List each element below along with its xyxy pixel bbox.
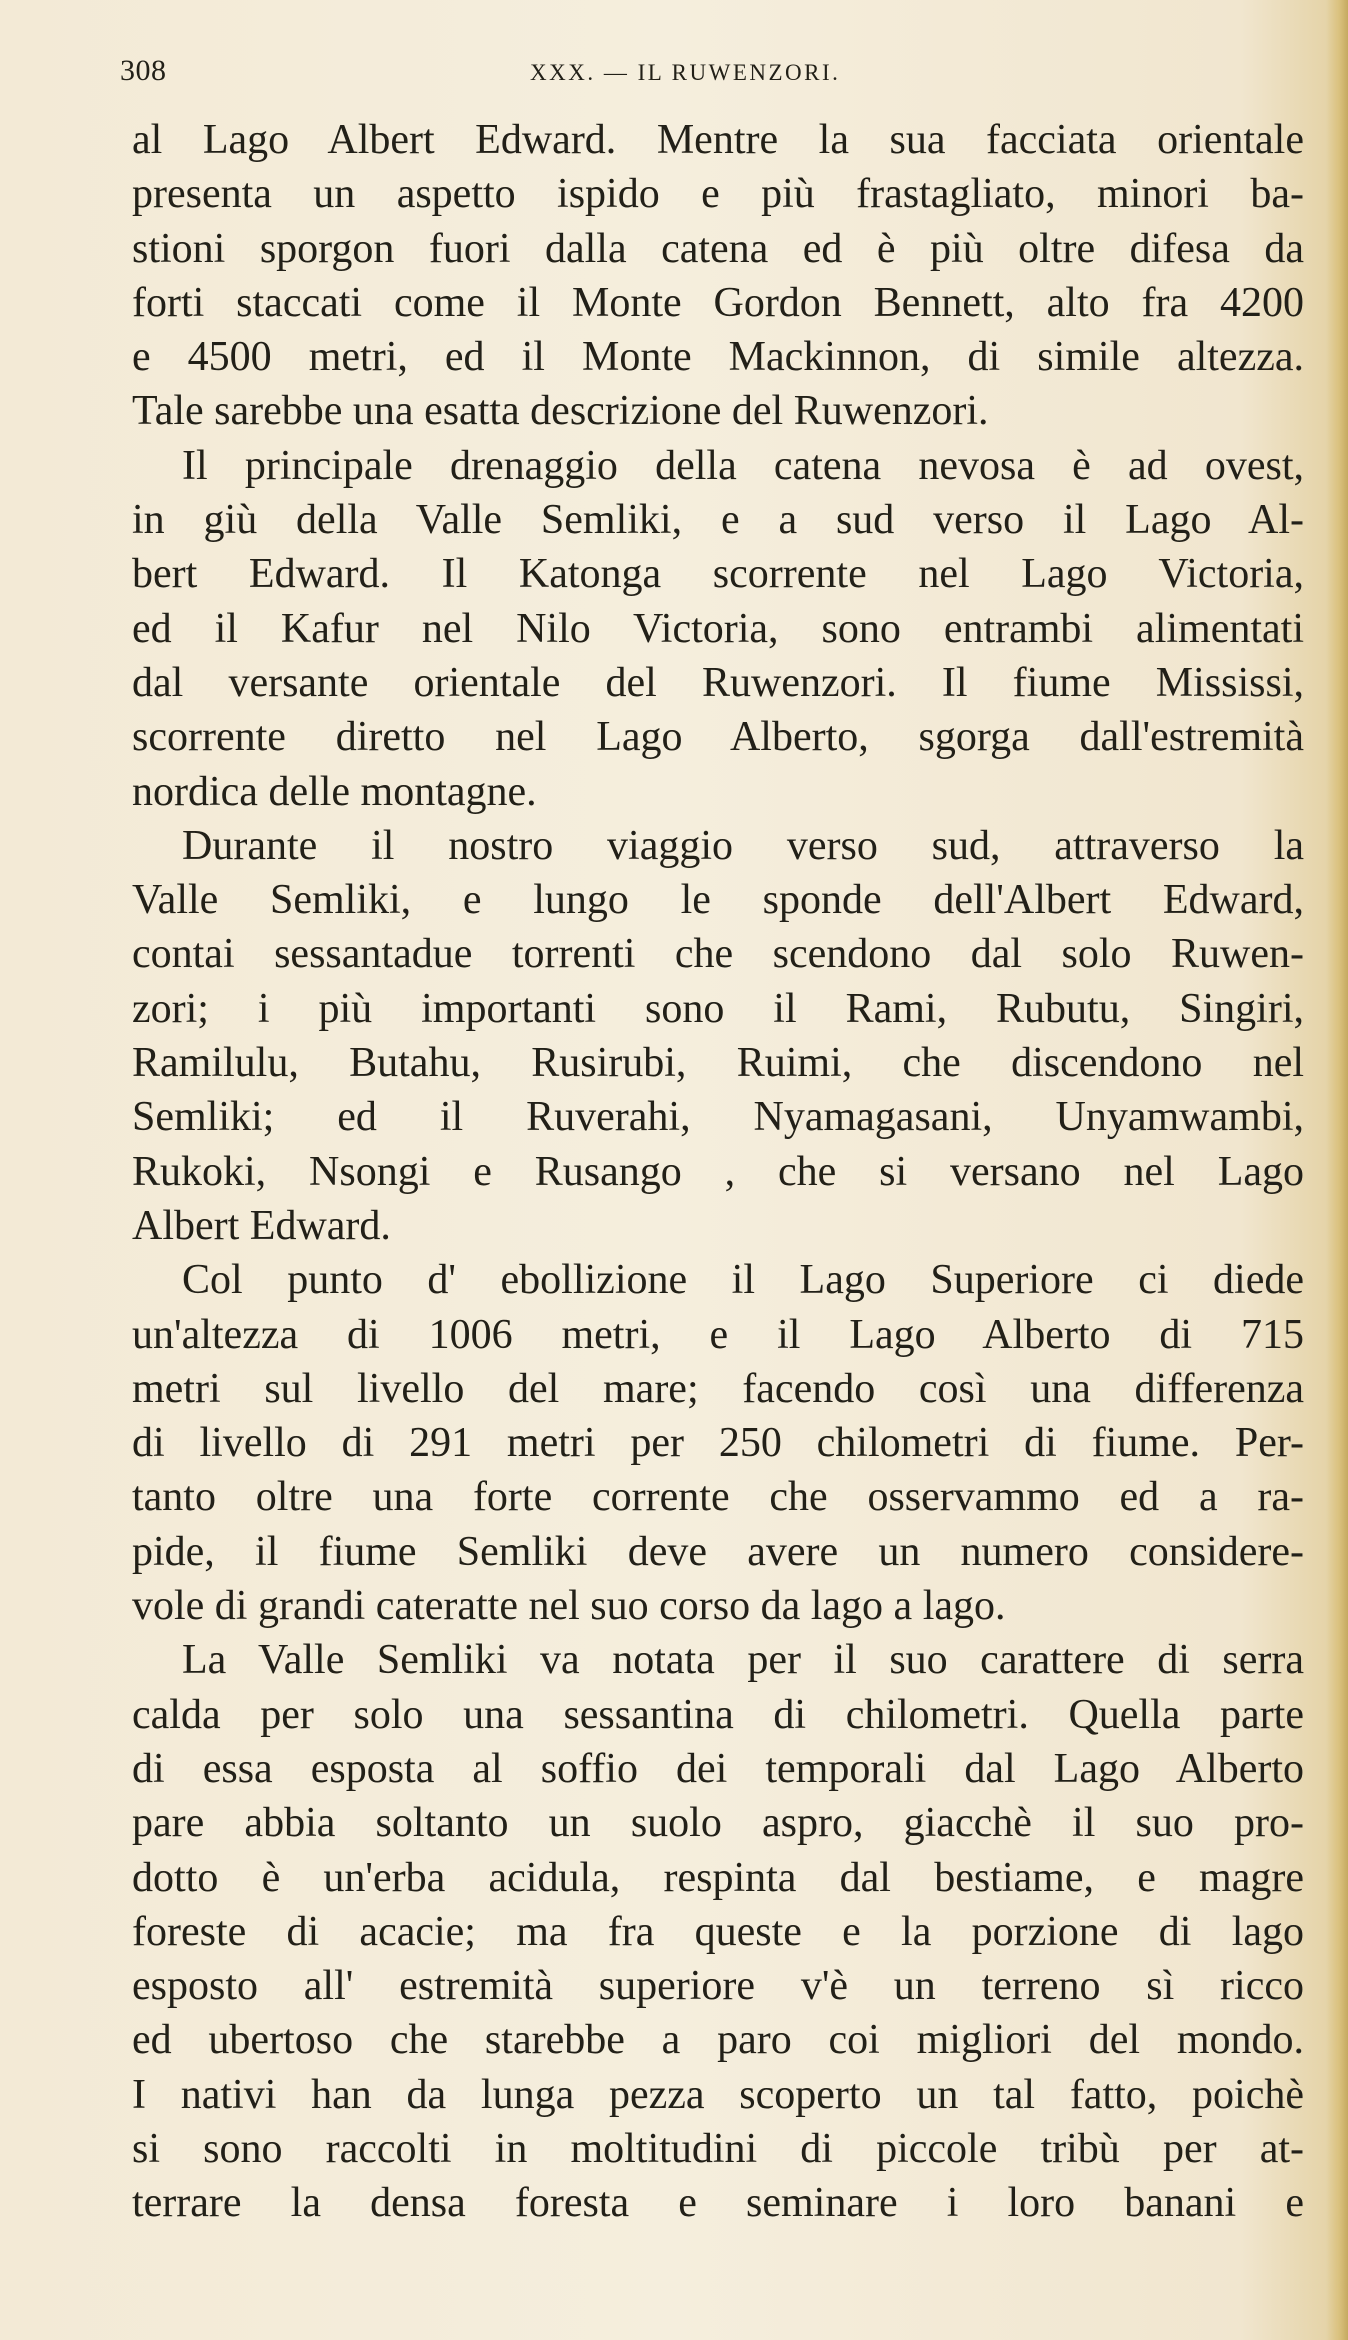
text-line: Ramilulu, Butahu, Rusirubi, Ruimi, che discendono nel bbox=[132, 1040, 1304, 1087]
text-line: di livello di 291 metri per 250 chilometri di fiume. Per- bbox=[132, 1420, 1304, 1467]
text-line: dal versante orientale del Ruwenzori. Il fiume Mississi, bbox=[132, 659, 1304, 706]
paragraph-start-line: Durante il nostro viaggio verso sud, attraverso la bbox=[182, 822, 1304, 869]
text-line: stioni sporgon fuori dalla catena ed è più oltre difesa da bbox=[132, 225, 1304, 272]
text-line: nordica delle montagne. bbox=[132, 768, 537, 815]
text-line: dotto è un'erba acidula, respinta dal bestiame, e magre bbox=[132, 1854, 1304, 1901]
text-line: ed il Kafur nel Nilo Victoria, sono entrambi alimentati bbox=[132, 605, 1304, 652]
page-header bbox=[120, 48, 1300, 98]
text-line: I nativi han da lunga pezza scoperto un tal fatto, poichè bbox=[132, 2071, 1304, 2118]
text-line: in giù della Valle Semliki, e a sud verso il Lago Al- bbox=[132, 497, 1304, 544]
text-line: si sono raccolti in moltitudini di piccole tribù per at- bbox=[132, 2125, 1304, 2172]
text-line: un'altezza di 1006 metri, e il Lago Alberto di 715 bbox=[132, 1311, 1304, 1358]
text-line: Semliki; ed il Ruverahi, Nyamagasani, Unyamwambi, bbox=[132, 1094, 1304, 1141]
text-line: Rukoki, Nsongi e Rusango , che si versano nel Lago bbox=[132, 1148, 1304, 1195]
text-line: ed ubertoso che starebbe a paro coi migliori del mondo. bbox=[132, 2017, 1304, 2064]
text-line: zori; i più importanti sono il Rami, Rubutu, Singiri, bbox=[132, 985, 1304, 1032]
text-line: Valle Semliki, e lungo le sponde dell'Albert Edward, bbox=[132, 877, 1304, 924]
text-line: presenta un aspetto ispido e più frastagliato, minori ba- bbox=[132, 171, 1304, 218]
text-line: di essa esposta al soffio dei temporali dal Lago Alberto bbox=[132, 1745, 1304, 1792]
text-line: Albert Edward. bbox=[132, 1202, 391, 1249]
body-text bbox=[132, 113, 1304, 2231]
paragraph-start-line: La Valle Semliki va notata per il suo carattere di serra bbox=[182, 1637, 1304, 1684]
text-line: e 4500 metri, ed il Monte Mackinnon, di simile altezza. bbox=[132, 334, 1304, 381]
running-head: XXX. — IL RUWENZORI. bbox=[530, 60, 841, 85]
paragraph-start-line: Il principale drenaggio della catena nevosa è ad ovest, bbox=[182, 442, 1304, 489]
text-line: Tale sarebbe una esatta descrizione del Ruwenzori. bbox=[132, 388, 989, 435]
text-line: contai sessantadue torrenti che scendono dal solo Ruwen- bbox=[132, 931, 1304, 978]
text-line: esposto all' estremità superiore v'è un terreno sì ricco bbox=[132, 1963, 1304, 2010]
text-line: forti staccati come il Monte Gordon Bennett, alto fra 4200 bbox=[132, 279, 1304, 326]
text-line: foreste di acacie; ma fra queste e la porzione di lago bbox=[132, 1908, 1304, 1955]
paragraph-start-line: Col punto d' ebollizione il Lago Superiore ci diede bbox=[182, 1257, 1304, 1304]
text-line: terrare la densa foresta e seminare i loro banani e bbox=[132, 2180, 1304, 2227]
text-line: scorrente diretto nel Lago Alberto, sgorga dall'estremità bbox=[132, 714, 1304, 761]
text-line: tanto oltre una forte corrente che osservammo ed a ra- bbox=[132, 1474, 1304, 1521]
page-number: 308 bbox=[120, 54, 167, 87]
text-line: al Lago Albert Edward. Mentre la sua facciata orientale bbox=[132, 117, 1304, 163]
text-line: calda per solo una sessantina di chilometri. Quella parte bbox=[132, 1691, 1304, 1738]
page-edge bbox=[1326, 0, 1348, 2340]
text-line: bert Edward. Il Katonga scorrente nel Lago Victoria, bbox=[132, 551, 1304, 598]
text-line: pide, il fiume Semliki deve avere un numero considere- bbox=[132, 1528, 1304, 1575]
text-line: pare abbia soltanto un suolo aspro, giacchè il suo pro- bbox=[132, 1800, 1304, 1847]
text-line: vole di grandi cateratte nel suo corso da lago a lago. bbox=[132, 1583, 1006, 1630]
text-line: metri sul livello del mare; facendo così una differenza bbox=[132, 1365, 1304, 1412]
